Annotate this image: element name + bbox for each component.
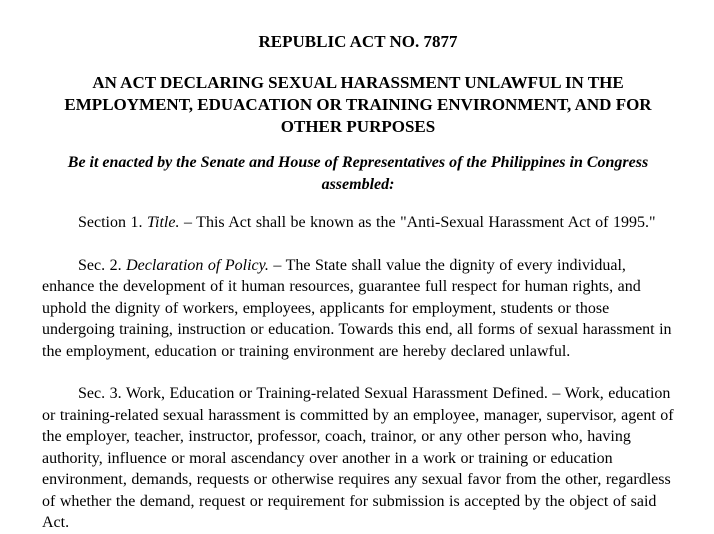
section-2-paragraph [42, 255, 674, 363]
section-heading: Title. [147, 214, 184, 231]
section-body: – The State shall value the dignity of every individual, enhance the development of it human resources, guarantee full respect for human rights, and uphold the dignity of workers, employees, applicants for employment, students or those undergoing training, instruction or education. Towards this end, all forms of sexual harassment in the employment, education or training environment are hereby declared unlawful. [42, 256, 672, 360]
section-label: Sec. 3. [78, 385, 126, 402]
enactment-clause: Be it enacted by the Senate and House of Representatives of the Philippines in Congress assembled: [67, 154, 649, 193]
section-label: Sec. 2. [78, 256, 127, 274]
section-label: Section 1. [78, 214, 147, 231]
section-3-paragraph [42, 383, 674, 534]
sections [42, 212, 674, 534]
document-subtitle: AN ACT DECLARING SEXUAL HARASSMENT UNLAWFUL IN THE EMPLOYMENT, EDUACATION OR TRAINING ENVIRONMENT, AND FOR OTHER PURPOSES [64, 73, 652, 136]
section-1-paragraph [42, 212, 674, 234]
section-body: – This Act shall be known as the "Anti-Sexual Harassment Act of 1995." [183, 214, 656, 231]
section-heading: Work, Education or Training-related Sexual Harassment Defined. [125, 385, 553, 402]
section-body: – Work, education or training-related sexual harassment is committed by an employee, manager, supervisor, agent of the employer, teacher, instructor, professor, coach, trainor, or any other person who, having authority, influence or moral ascendancy over another in a work or training or education environment, demands, requests or otherwise requires any sexual favor from the other, regardless of whether the demand, request or requirement for submission is accepted by the object of said Act. [42, 385, 674, 531]
document-title: REPUBLIC ACT NO. 7877 [258, 32, 458, 51]
section-heading: Declaration of Policy. [126, 256, 274, 274]
